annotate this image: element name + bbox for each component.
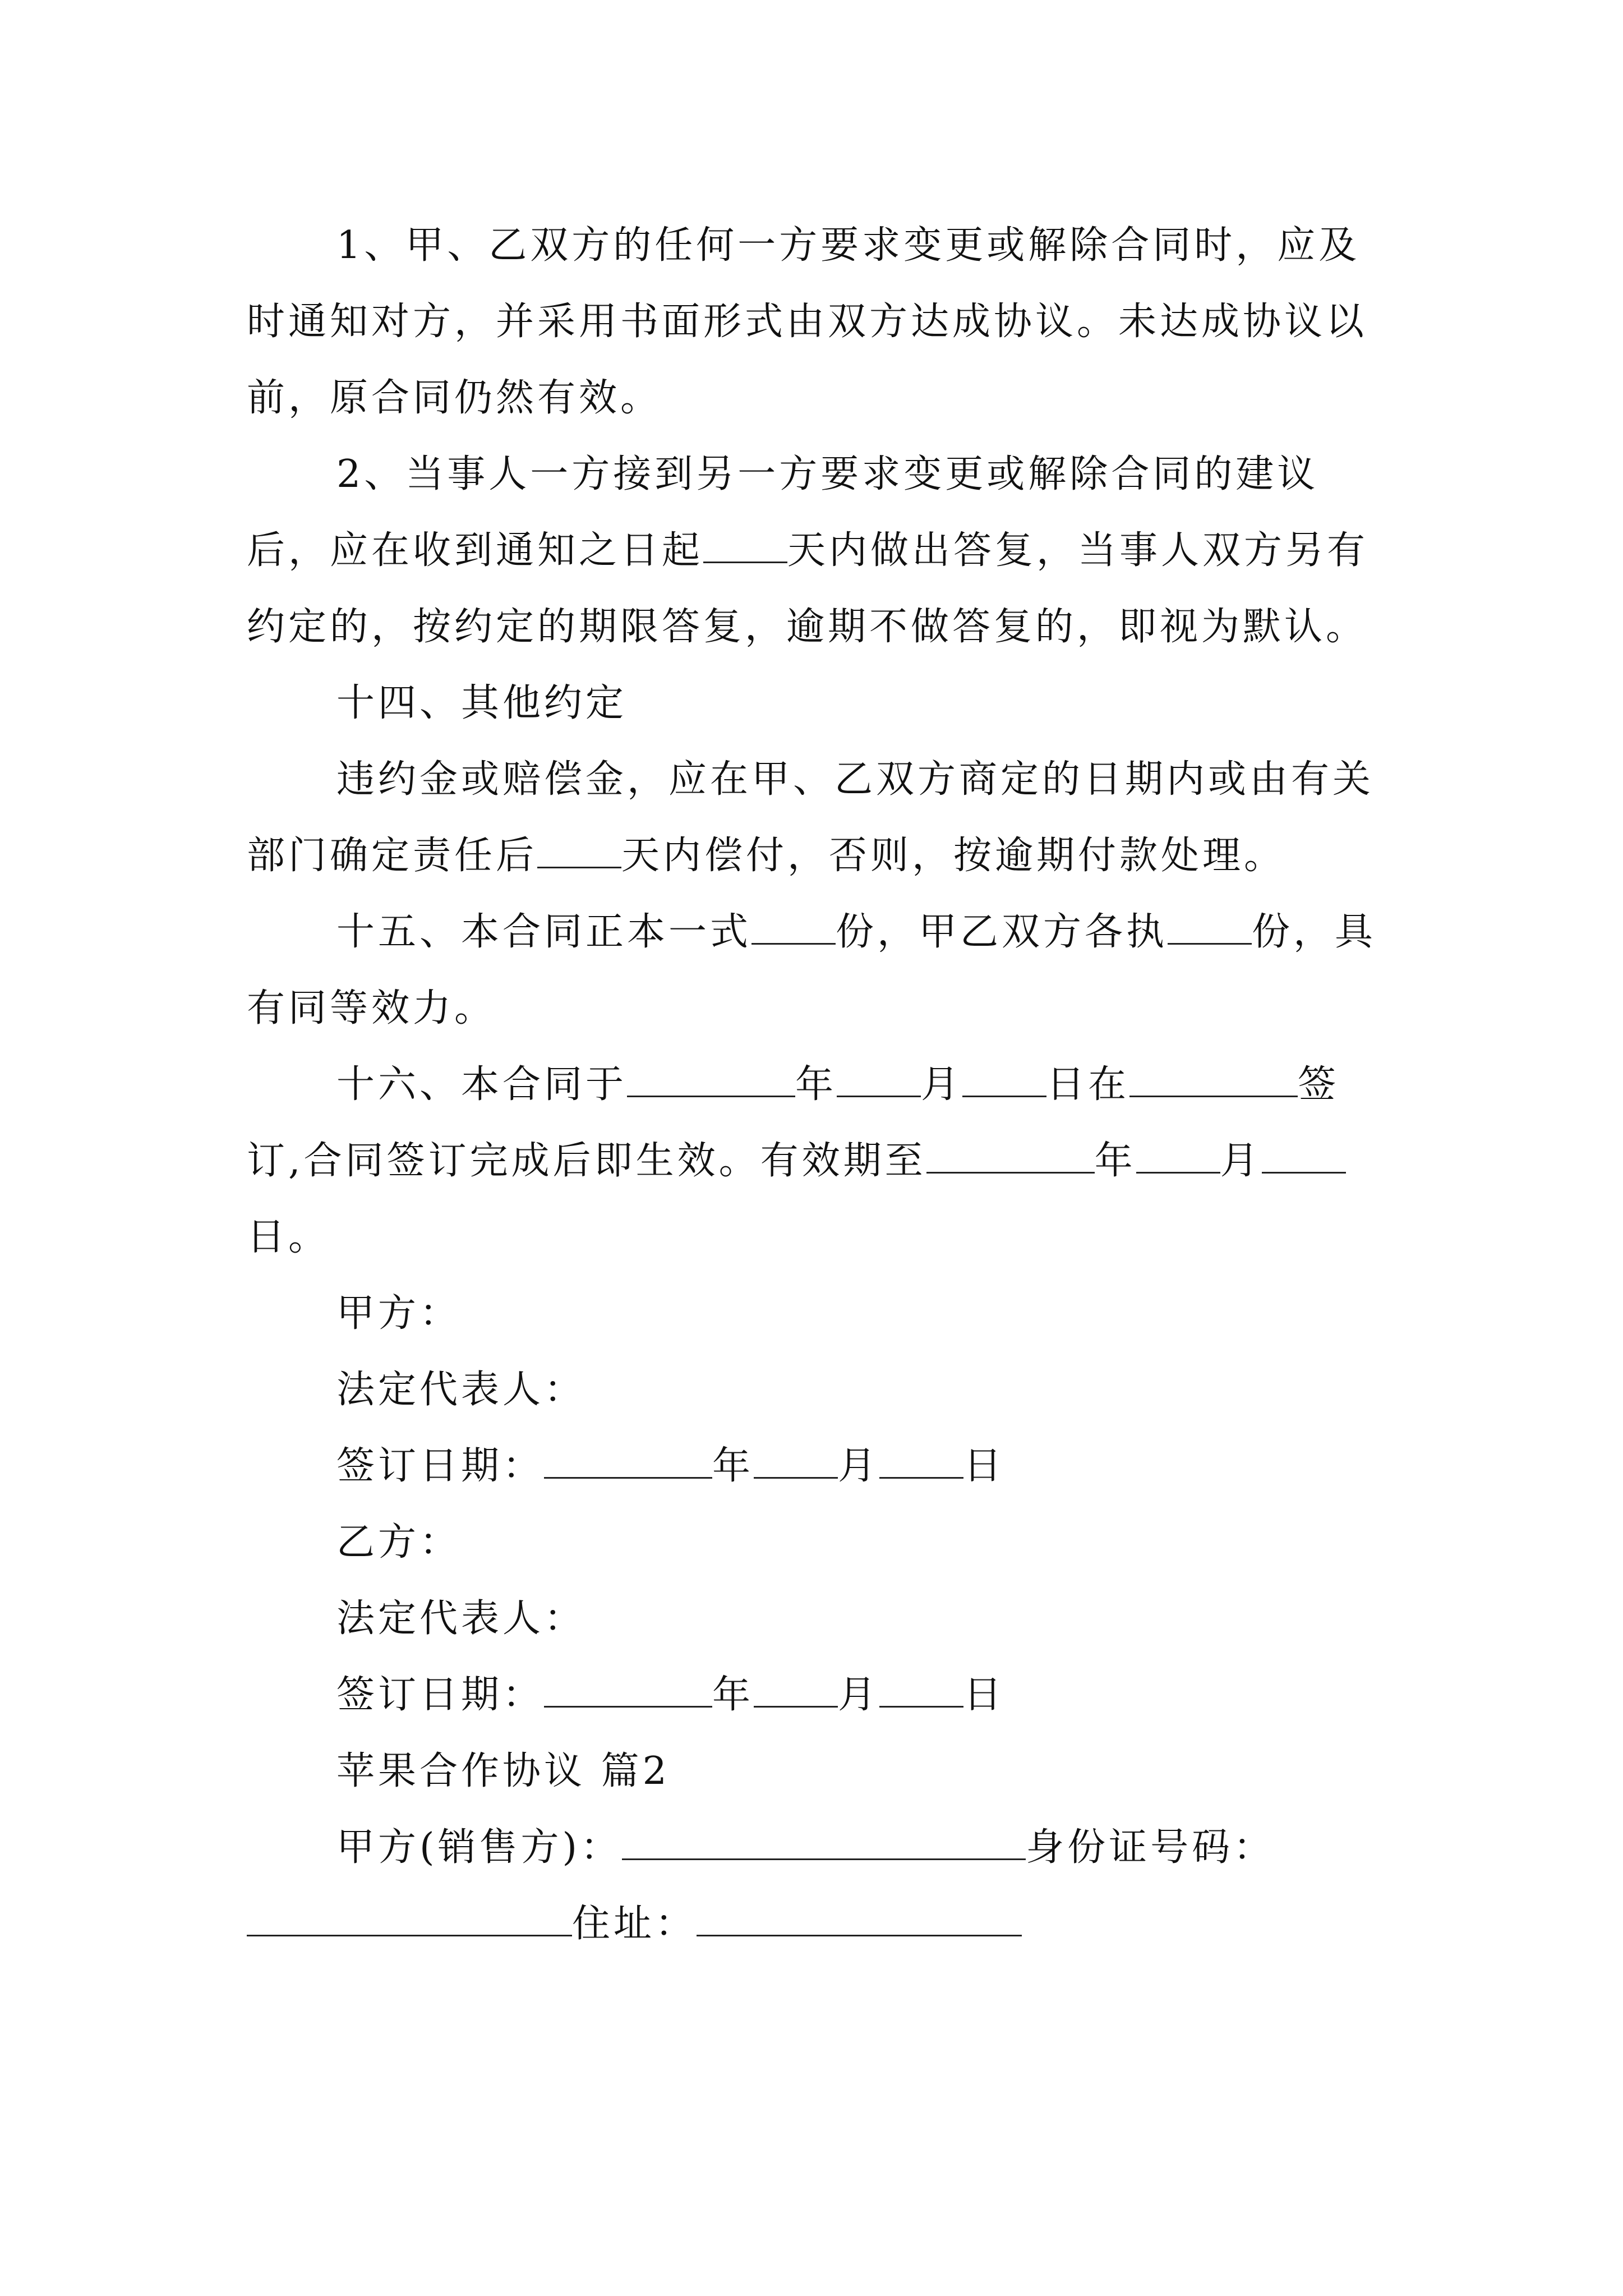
sign-date-a — [247, 1428, 1391, 1504]
seller-info — [247, 1810, 1391, 1962]
legal-rep-b-label: 法定代表人： — [336, 1596, 586, 1641]
clause-2 — [247, 436, 1391, 665]
section-14-text-b: 天内偿付，否则，按逾期付款处理。 — [621, 834, 1286, 878]
section-16-valid-year: 年 — [1094, 1139, 1136, 1183]
blank-sign-month[interactable] — [837, 1062, 921, 1097]
sign-date-b — [247, 1657, 1391, 1733]
section-16-month: 月 — [921, 1062, 963, 1107]
blank-reply-days[interactable] — [703, 528, 787, 563]
blank-b-year[interactable] — [544, 1672, 712, 1708]
sign-date-b-day: 日 — [963, 1673, 1006, 1717]
blank-b-day[interactable] — [879, 1672, 963, 1708]
sign-date-a-label: 签订日期： — [336, 1444, 545, 1488]
blank-copies-each[interactable] — [1168, 909, 1252, 945]
section-16-text-a: 十六、本合同于 — [336, 1062, 628, 1107]
section-16-at: 日在 — [1046, 1062, 1130, 1107]
blank-sign-place[interactable] — [1129, 1062, 1298, 1097]
clause-2-text-b: 天内做出答复，当事人双方另有约定的，按约定的期限答复，逾期不做答复的，即视为默认。 — [247, 528, 1369, 649]
blank-payment-days[interactable] — [537, 833, 621, 868]
sign-date-b-month: 月 — [838, 1673, 880, 1717]
section-15-text-b: 份，甲乙双方各执 — [836, 910, 1168, 954]
blank-sign-year[interactable] — [627, 1062, 795, 1097]
sign-date-a-day: 日 — [963, 1444, 1006, 1488]
section-14-body — [247, 742, 1391, 894]
blank-copies-total[interactable] — [751, 909, 836, 945]
sign-date-a-year: 年 — [712, 1444, 754, 1488]
clause-2-text-a: 2、当事人一方接到另一方要求变更或解除合同的建议后，应在收到通知之日起 — [247, 452, 1319, 573]
blank-valid-month[interactable] — [1136, 1138, 1220, 1174]
section-16-year: 年 — [795, 1062, 837, 1107]
party-a-label: 甲方： — [336, 1291, 462, 1336]
clause-1: 1、甲、乙双方的任何一方要求变更或解除合同时，应及时通知对方，并采用书面形式由双方达成协议。未达成协议以前，原合同仍然有效。 — [247, 223, 1368, 420]
section-16 — [247, 1047, 1391, 1276]
address-label: 住址： — [572, 1902, 697, 1946]
section-16-valid-month: 月 — [1220, 1139, 1262, 1183]
blank-seller-name[interactable] — [622, 1825, 1026, 1860]
blank-a-year[interactable] — [544, 1443, 712, 1479]
section-15-text-c: 份，具有同等效力。 — [247, 910, 1377, 1030]
section-16-end: 日。 — [247, 1215, 330, 1259]
sign-date-a-month: 月 — [838, 1444, 880, 1488]
blank-valid-year[interactable] — [926, 1138, 1095, 1174]
blank-address[interactable] — [697, 1901, 1022, 1936]
sign-date-b-year: 年 — [712, 1673, 754, 1717]
document-body — [247, 208, 1391, 1962]
heading-part-2: 苹果合作协议 篇2 — [336, 1749, 670, 1793]
blank-a-month[interactable] — [754, 1443, 838, 1479]
blank-valid-day[interactable] — [1262, 1138, 1346, 1174]
party-b-label: 乙方： — [336, 1520, 462, 1565]
section-14-title: 十四、其他约定 — [336, 681, 628, 725]
seller-label: 甲方(销售方)： — [336, 1825, 623, 1870]
blank-sign-day[interactable] — [962, 1062, 1046, 1097]
sign-date-b-label: 签订日期： — [336, 1673, 545, 1717]
section-16-text-b: 签订,合同签订完成后即生效。有效期至 — [247, 1062, 1340, 1183]
section-14-text-a: 违约金或赔偿金，应在甲、乙双方商定的日期内或由有关部门确定责任后 — [247, 757, 1375, 878]
blank-b-month[interactable] — [754, 1672, 838, 1708]
legal-rep-a-label: 法定代表人： — [336, 1368, 586, 1412]
blank-a-day[interactable] — [879, 1443, 963, 1479]
section-15 — [247, 894, 1391, 1047]
blank-id-number[interactable] — [247, 1901, 572, 1936]
section-15-text-a: 十五、本合同正本一式 — [336, 910, 752, 954]
id-label: 身份证号码： — [1026, 1825, 1275, 1870]
